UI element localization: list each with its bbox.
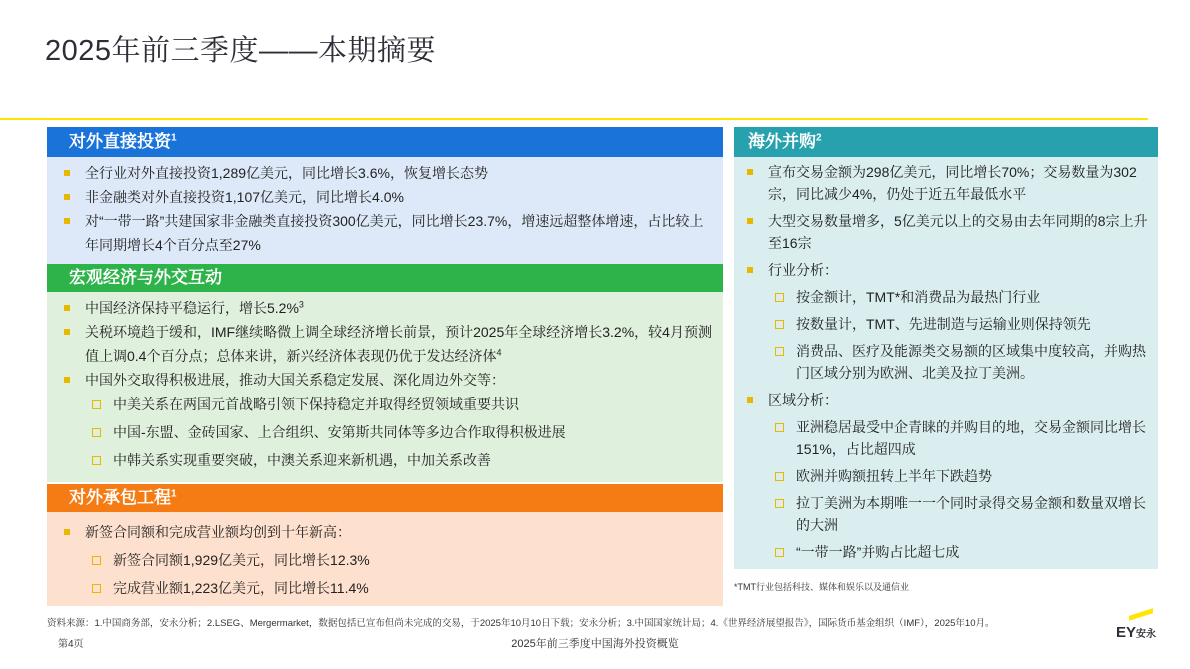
ey-logo bbox=[1116, 612, 1156, 646]
contract-subitem: 完成营业额1,223亿美元，同比增长11.4% bbox=[57, 576, 717, 600]
ma-item: 行业分析： bbox=[740, 259, 1152, 281]
contract-title-footnote: 1 bbox=[171, 488, 177, 500]
contract-panel bbox=[47, 484, 723, 606]
fdi-item: 非金融类对外直接投资1,107亿美元，同比增长4.0% bbox=[57, 185, 717, 209]
macro-item: 关税环境趋于缓和，IMF继续略微上调全球经济增长前景，预计2025年全球经济增长3.2%，较4月预测值上调0.4个百分点；总体来讲，新兴经济体表现仍优于发达经济体$^4$ bbox=[57, 320, 717, 368]
ma-panel-header bbox=[734, 127, 1158, 157]
ma-industry-item: 消费品、医疗及能源类交易额的区域集中度较高，并购热门区域分别为欧洲、北美及拉丁美洲。 bbox=[740, 340, 1152, 384]
macro-title: 宏观经济与外交互动 bbox=[69, 268, 222, 287]
ma-title-footnote: 2 bbox=[816, 132, 822, 144]
fdi-item: 全行业对外直接投资1,289亿美元，同比增长3.6%，恢复增长态势 bbox=[57, 161, 717, 185]
macro-item: 中国经济保持平稳运行，增长5.2%$^3$ bbox=[57, 296, 717, 320]
fdi-title: 对外直接投资 bbox=[69, 132, 171, 151]
ma-region-label: 区域分析： bbox=[740, 389, 1152, 411]
source-note: 资料来源：1.中国商务部，安永分析；2.LSEG、Mergermarket，数据包括已宣布但尚未完成的交易，于2025年10月10日下载；安永分析；3.中国国家统计局；4.《世界经济展望报告》，国际货币基金组织（IMF），2025年10月。 bbox=[47, 618, 995, 629]
ma-region-item: 欧洲并购额扭转上半年下跌趋势 bbox=[740, 465, 1152, 487]
contract-panel-header bbox=[47, 484, 723, 512]
macro-panel-header bbox=[47, 264, 723, 292]
page-title: 2025年前三季度——本期摘要 bbox=[45, 35, 437, 67]
contract-title: 对外承包工程 bbox=[69, 488, 171, 507]
macro-subitem: 中美关系在两国元首战略引领下保持稳定并取得经贸领域重要共识 bbox=[57, 392, 717, 416]
ma-title: 海外并购 bbox=[748, 132, 816, 151]
page-number: 第4页 bbox=[58, 639, 84, 650]
ma-footnote: *TMT行业包括科技、媒体和娱乐以及通信业 bbox=[734, 582, 909, 592]
ma-region-item: 亚洲稳居最受中企青睐的并购目的地，交易金额同比增长151%，占比超四成 bbox=[740, 416, 1152, 460]
macro-subitem: 中国-东盟、金砖国家、上合组织、安第斯共同体等多边合作取得积极进展 bbox=[57, 420, 717, 444]
ma-item: 宣布交易金额为298亿美元，同比增长70%；交易数量为302宗，同比减少4%，仍处于近五年最低水平 bbox=[740, 161, 1152, 205]
contract-subitem: 新签合同额1,929亿美元，同比增长12.3% bbox=[57, 548, 717, 572]
macro-subitem: 中韩关系实现重要突破，中澳关系迎来新机遇，中加关系改善 bbox=[57, 448, 717, 472]
macro-item: 中国外交取得积极进展，推动大国关系稳定发展、深化周边外交等： bbox=[57, 368, 717, 392]
ma-region-item: 拉丁美洲为本期唯一一个同时录得交易金额和数量双增长的大洲 bbox=[740, 492, 1152, 536]
fdi-title-footnote: 1 bbox=[171, 132, 177, 144]
fdi-panel-header bbox=[47, 127, 723, 157]
ma-industry-item: 按金额计，TMT*和消费品为最热门行业 bbox=[740, 286, 1152, 308]
fdi-item: 对“一带一路”共建国家非金融类直接投资300亿美元，同比增长23.7%，增速远超整体增速，占比较上年同期增长4个百分点至27% bbox=[57, 209, 717, 257]
ma-industry-item: 按数量计，TMT、先进制造与运输业则保持领先 bbox=[740, 313, 1152, 335]
logo-sub: 安永 bbox=[1136, 629, 1157, 640]
ma-panel bbox=[734, 127, 1158, 569]
logo-bar-icon bbox=[1129, 608, 1153, 621]
document-title: 2025年前三季度中国海外投资概览 bbox=[511, 638, 679, 650]
macro-panel bbox=[47, 264, 723, 482]
logo-main: EY bbox=[1116, 624, 1137, 641]
ma-item: 大型交易数量增多，5亿美元以上的交易由去年同期的8宗上升至16宗 bbox=[740, 210, 1152, 254]
title-divider bbox=[0, 118, 1148, 120]
ma-region-item: “一带一路”并购占比超七成 bbox=[740, 541, 1152, 563]
contract-intro: 新签合同额和完成营业额均创到十年新高： bbox=[57, 520, 717, 544]
